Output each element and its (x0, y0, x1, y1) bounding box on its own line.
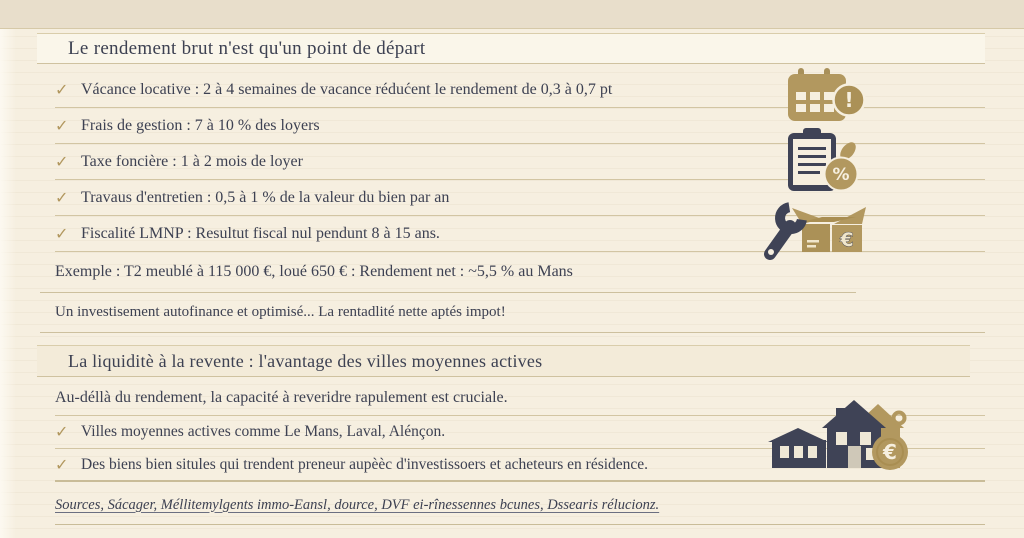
example-text: Exemple : T2 meublé à 115 000 €, loué 650 € : Rendement net : ~5,5 % au Mans (55, 263, 573, 280)
exclamation-glyph: ! (844, 88, 854, 112)
list-item-label: Des biens bien situles qui trendent preneur aupèèc d'investissoers et acheteurs en résidence. (81, 455, 649, 473)
divider (40, 332, 985, 333)
euro-glyph: € (883, 440, 897, 464)
clipboard-percent-icon (780, 127, 864, 195)
check-icon: ✓ (55, 422, 69, 441)
list-item-label: Taxe foncière : 1 à 2 mois de loyer (81, 152, 303, 170)
check-icon: ✓ (55, 187, 69, 207)
section1-title-band (37, 33, 985, 64)
sources-line (55, 490, 985, 520)
list-item-label: Travaus d'entretien : 0,5 à 1 % de la valeur du bien par an (81, 188, 450, 206)
list-item-label: Villes moyennes actives comme Le Mans, Laval, Alénçon. (81, 423, 446, 440)
list-item-label: Frais de gestion : 7 à 10 % des loyers (81, 116, 320, 134)
section2-title-band (37, 345, 970, 377)
check-icon: ✓ (55, 223, 69, 243)
check-icon: ✓ (55, 151, 69, 171)
list-item-label: Fiscalité LMNP : Resultut fiscal nul pendunt 8 à 15 ans. (81, 224, 440, 242)
calendar-alert-icon (782, 66, 866, 126)
note-line (55, 293, 985, 332)
section1-title: Le rendement brut n'est qu'un point de départ (68, 37, 426, 59)
intro-text: Au-déllà du rendement, la capacité à reveridre rapulement est cruciale. (55, 388, 508, 406)
check-icon: ✓ (55, 454, 69, 474)
wrench-box-icon (756, 196, 868, 260)
divider (55, 524, 985, 525)
sources-text: Sources, Sácager, Méllitemylgents immo-Eansl, dource, DVF ei-rînessennes bcunes, Dssearis rélucionz. (55, 496, 660, 513)
euro-glyph: € (840, 229, 854, 251)
note-text: Un investisement autofinance et optimisé... La rentadlité nette aptés impot! (55, 304, 506, 320)
check-icon: ✓ (55, 79, 69, 99)
top-band (0, 0, 1024, 29)
list-item-label: Vácance locative : 2 à 4 semaines de vacance rédućent le rendement de 0,3 à 0,7 pt (81, 80, 613, 98)
houses-euro-icon (766, 388, 912, 474)
percent-glyph: % (832, 165, 850, 185)
section2-title: La liquiditè à la revente : l'avantage des villes moyennes actives (68, 350, 543, 371)
check-icon: ✓ (55, 115, 69, 135)
